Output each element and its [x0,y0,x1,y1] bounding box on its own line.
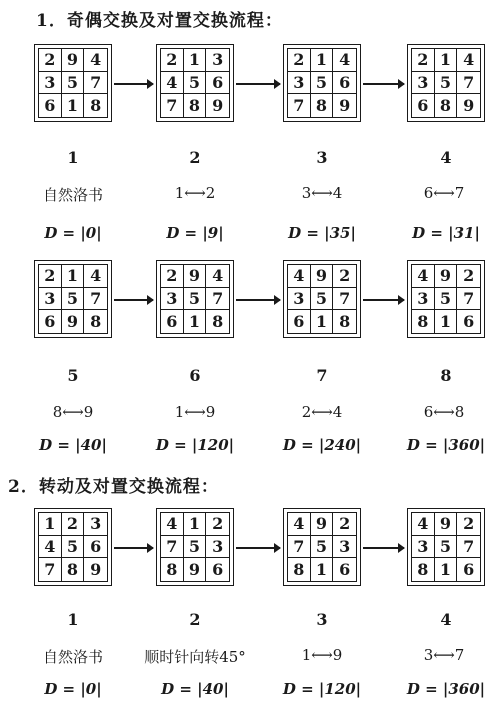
step-note: 顺时针向转45° [144,648,246,666]
grid-cell: 6 [412,94,435,117]
luoshu-grid [283,508,361,586]
step-note: 1⟷9 [301,646,343,664]
arrow-right-icon [236,299,280,301]
grid-cell: 2 [161,49,184,72]
grid-cell: 1 [435,310,458,333]
luoshu-grid [283,44,361,122]
grid-cell: 9 [339,96,351,116]
grid-cell: 4 [288,265,311,288]
grid-cell: 9 [311,265,334,288]
d-value: D = |360| [406,436,486,454]
luoshu-grid [34,260,112,338]
grid-cell: 3 [412,536,435,559]
grid-cell: 4 [161,513,184,536]
grid-cell: 1 [184,310,207,333]
section2-title: 2．转动及对置交换流程： [8,477,219,497]
grid-cell: 2 [161,265,184,288]
d-value: D = |9| [166,224,224,242]
grid-cells [411,48,481,118]
arrow-right-icon [363,83,404,85]
step-note: 1⟷2 [174,184,216,202]
grid-cell: 4 [206,265,229,288]
arrow-right-icon [236,83,280,85]
grid-cell: 5 [184,288,207,311]
grid-cell: 1 [184,49,207,72]
step-note: 自然洛书 [42,648,103,666]
step-note: 3⟷7 [423,646,465,664]
section1-title: 1．奇偶交换及对置交换流程： [36,11,283,31]
grid-cell: 9 [311,513,334,536]
grid-cell: 8 [161,558,184,581]
d-value: D = |240| [282,436,362,454]
grid-cell: 1 [311,49,334,72]
luoshu-grid [407,44,485,122]
grid-cell: 3 [288,72,311,95]
grid-cells [287,48,357,118]
grid-cell: 5 [435,288,458,311]
grid-cells [38,48,108,118]
grid-cell: 7 [457,536,480,559]
grid-cells [287,512,357,582]
step-note: 3⟷4 [301,184,343,202]
grid-cell: 7 [457,288,480,311]
grid-cell: 8 [90,312,102,332]
grid-cell: 4 [412,265,435,288]
grid-cell: 3 [39,288,62,311]
d-value: D = |120| [155,436,235,454]
grid-cell: 9 [435,513,458,536]
grid-cell: 1 [311,310,334,333]
arrow-right-icon [114,299,153,301]
grid-cell: 5 [311,536,334,559]
luoshu-grid [156,44,234,122]
grid-cell: 8 [435,94,458,117]
step-number: 3 [316,148,328,167]
step-number: 7 [316,366,328,385]
grid-cell: 2 [62,513,85,536]
step-number: 4 [440,610,452,629]
step-number: 6 [189,366,201,385]
grid-cell: 2 [457,265,480,288]
grid-cell: 5 [435,536,458,559]
arrow-right-icon [363,299,404,301]
grid-cell: 4 [412,513,435,536]
step-note: 1⟷9 [174,403,216,421]
luoshu-grid [34,44,112,122]
grid-cell: 4 [84,265,107,288]
step-number: 8 [440,366,452,385]
step-number: 3 [316,610,328,629]
grid-cell: 1 [435,49,458,72]
grid-cell: 8 [412,558,435,581]
grid-cell: 1 [62,94,85,117]
grid-cell: 7 [333,288,356,311]
d-value: D = |360| [406,680,486,698]
grid-cells [38,264,108,334]
d-value: D = |0| [44,224,102,242]
grid-cell: 2 [39,265,62,288]
grid-cell: 5 [62,72,85,95]
grid-cell: 6 [212,560,224,580]
grid-cell: 9 [435,265,458,288]
grid-cell: 4 [39,536,62,559]
grid-cell: 9 [184,558,207,581]
grid-cell: 6 [463,312,475,332]
grid-cell: 9 [184,265,207,288]
grid-cell: 9 [90,560,102,580]
grid-cells [38,512,108,582]
grid-cell: 7 [161,94,184,117]
grid-cell: 6 [288,310,311,333]
grid-cells [160,48,230,118]
grid-cell: 5 [184,72,207,95]
grid-cell: 6 [84,536,107,559]
grid-cell: 8 [212,312,224,332]
grid-cell: 6 [39,310,62,333]
grid-cell: 3 [161,288,184,311]
grid-cell: 2 [206,513,229,536]
grid-cell: 2 [457,513,480,536]
step-number: 1 [67,610,79,629]
grid-cells [411,512,481,582]
luoshu-grid [407,260,485,338]
grid-cell: 6 [161,310,184,333]
grid-cell: 1 [435,558,458,581]
grid-cell: 4 [84,49,107,72]
grid-cell: 4 [457,49,480,72]
grid-cell: 7 [161,536,184,559]
grid-cell: 3 [39,72,62,95]
grid-cell: 8 [184,94,207,117]
grid-cell: 3 [333,536,356,559]
grid-cell: 8 [288,558,311,581]
grid-cell: 9 [463,96,475,116]
d-value: D = |120| [282,680,362,698]
grid-cells [287,264,357,334]
d-value: D = |0| [44,680,102,698]
grid-cell: 6 [39,94,62,117]
grid-cell: 5 [435,72,458,95]
grid-cell: 4 [333,49,356,72]
grid-cells [411,264,481,334]
luoshu-grid [34,508,112,586]
grid-cells [160,264,230,334]
d-value: D = |35| [288,224,356,242]
grid-cell: 5 [311,72,334,95]
step-number: 5 [67,366,79,385]
grid-cell: 3 [206,49,229,72]
grid-cell: 3 [288,288,311,311]
step-note: 2⟷4 [301,403,343,421]
arrow-right-icon [114,547,153,549]
grid-cell: 1 [184,513,207,536]
grid-cell: 6 [206,72,229,95]
luoshu-grid [407,508,485,586]
grid-cell: 8 [311,94,334,117]
grid-cell: 7 [457,72,480,95]
luoshu-grid [283,260,361,338]
grid-cell: 6 [333,72,356,95]
grid-cell: 7 [84,72,107,95]
d-value: D = |31| [412,224,480,242]
step-note: 8⟷9 [52,403,94,421]
grid-cell: 9 [212,96,224,116]
step-number: 2 [189,148,201,167]
grid-cell: 8 [339,312,351,332]
luoshu-grid [156,260,234,338]
step-number: 2 [189,610,201,629]
grid-cell: 2 [333,265,356,288]
step-note: 自然洛书 [42,186,103,204]
step-number: 4 [440,148,452,167]
grid-cell: 2 [412,49,435,72]
grid-cell: 4 [161,72,184,95]
grid-cell: 5 [311,288,334,311]
grid-cell: 2 [333,513,356,536]
grid-cell: 2 [39,49,62,72]
grid-cell: 7 [39,558,62,581]
grid-cells [160,512,230,582]
grid-cell: 8 [62,558,85,581]
grid-cell: 4 [288,513,311,536]
step-number: 1 [67,148,79,167]
grid-cell: 7 [206,288,229,311]
grid-cell: 5 [184,536,207,559]
grid-cell: 7 [288,536,311,559]
grid-cell: 5 [62,536,85,559]
luoshu-grid [156,508,234,586]
grid-cell: 8 [412,310,435,333]
grid-cell: 3 [84,513,107,536]
grid-cell: 1 [311,558,334,581]
step-note: 6⟷7 [423,184,465,202]
grid-cell: 2 [288,49,311,72]
grid-cell: 6 [463,560,475,580]
arrow-right-icon [236,547,280,549]
grid-cell: 6 [339,560,351,580]
d-value: D = |40| [161,680,229,698]
grid-cell: 7 [84,288,107,311]
grid-cell: 1 [39,513,62,536]
grid-cell: 7 [288,94,311,117]
grid-cell: 9 [62,49,85,72]
grid-cell: 8 [90,96,102,116]
arrow-right-icon [114,83,153,85]
grid-cell: 3 [412,288,435,311]
arrow-right-icon [363,547,404,549]
step-note: 6⟷8 [423,403,465,421]
grid-cell: 9 [62,310,85,333]
grid-cell: 3 [206,536,229,559]
grid-cell: 3 [412,72,435,95]
grid-cell: 1 [62,265,85,288]
grid-cell: 5 [62,288,85,311]
d-value: D = |40| [39,436,107,454]
